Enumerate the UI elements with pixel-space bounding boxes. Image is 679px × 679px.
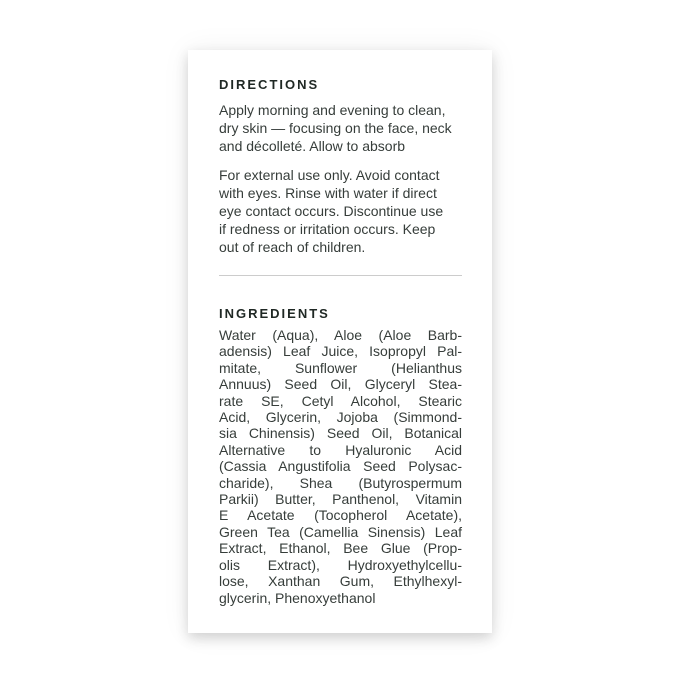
text-line: lose, Xanthan Gum, Ethylhexyl- xyxy=(219,573,462,590)
ingredients-paragraph xyxy=(219,327,462,606)
product-label-card xyxy=(188,50,492,633)
text-line: out of reach of children. xyxy=(219,239,366,255)
text-line: and décolleté. Allow to absorb xyxy=(219,138,406,154)
text-line: charide), Shea (Butyrospermum xyxy=(219,474,462,491)
text-line: mitate, Sunflower (Helianthus xyxy=(219,359,462,376)
text-line: adensis) Leaf Juice, Isopropyl Pal- xyxy=(219,343,462,360)
text-line: Extract, Ethanol, Bee Glue (Prop- xyxy=(219,540,462,557)
text-line: olis Extract), Hydroxyethylcellu- xyxy=(219,556,462,573)
text-line: Acid, Glycerin, Jojoba (Simmond- xyxy=(219,409,462,426)
text-line: rate SE, Cetyl Alcohol, Stearic xyxy=(219,392,462,409)
text-line: (Cassia Angustifolia Seed Polysac- xyxy=(219,458,462,475)
text-line: For external use only. Avoid contact xyxy=(219,167,440,183)
text-line: sia Chinensis) Seed Oil, Botanical xyxy=(219,425,462,442)
text-line: Water (Aqua), Aloe (Aloe Barb- xyxy=(219,327,462,343)
text-line: eye contact occurs. Discontinue use xyxy=(219,203,444,219)
text-line: E Acetate (Tocopherol Acetate), xyxy=(219,507,462,524)
section-divider xyxy=(219,275,462,276)
directions-paragraph-1 xyxy=(219,101,462,155)
text-line: Green Tea (Camellia Sinensis) Leaf xyxy=(219,523,462,540)
directions-heading: DIRECTIONS xyxy=(219,77,320,92)
text-line: glycerin, Phenoxyethanol xyxy=(219,589,376,606)
text-line: with eyes. Rinse with water if direct xyxy=(219,185,437,201)
text-line: dry skin — focusing on the face, neck xyxy=(219,120,452,136)
ingredients-heading: INGREDIENTS xyxy=(219,306,330,321)
text-line: if redness or irritation occurs. Keep xyxy=(219,221,436,237)
text-line: Alternative to Hyaluronic Acid xyxy=(219,441,462,458)
text-line: Apply morning and evening to clean, xyxy=(219,102,446,118)
text-line: Annuus) Seed Oil, Glyceryl Stea- xyxy=(219,376,462,393)
directions-paragraph-2 xyxy=(219,166,462,256)
text-line: Parkii) Butter, Panthenol, Vitamin xyxy=(219,491,462,508)
